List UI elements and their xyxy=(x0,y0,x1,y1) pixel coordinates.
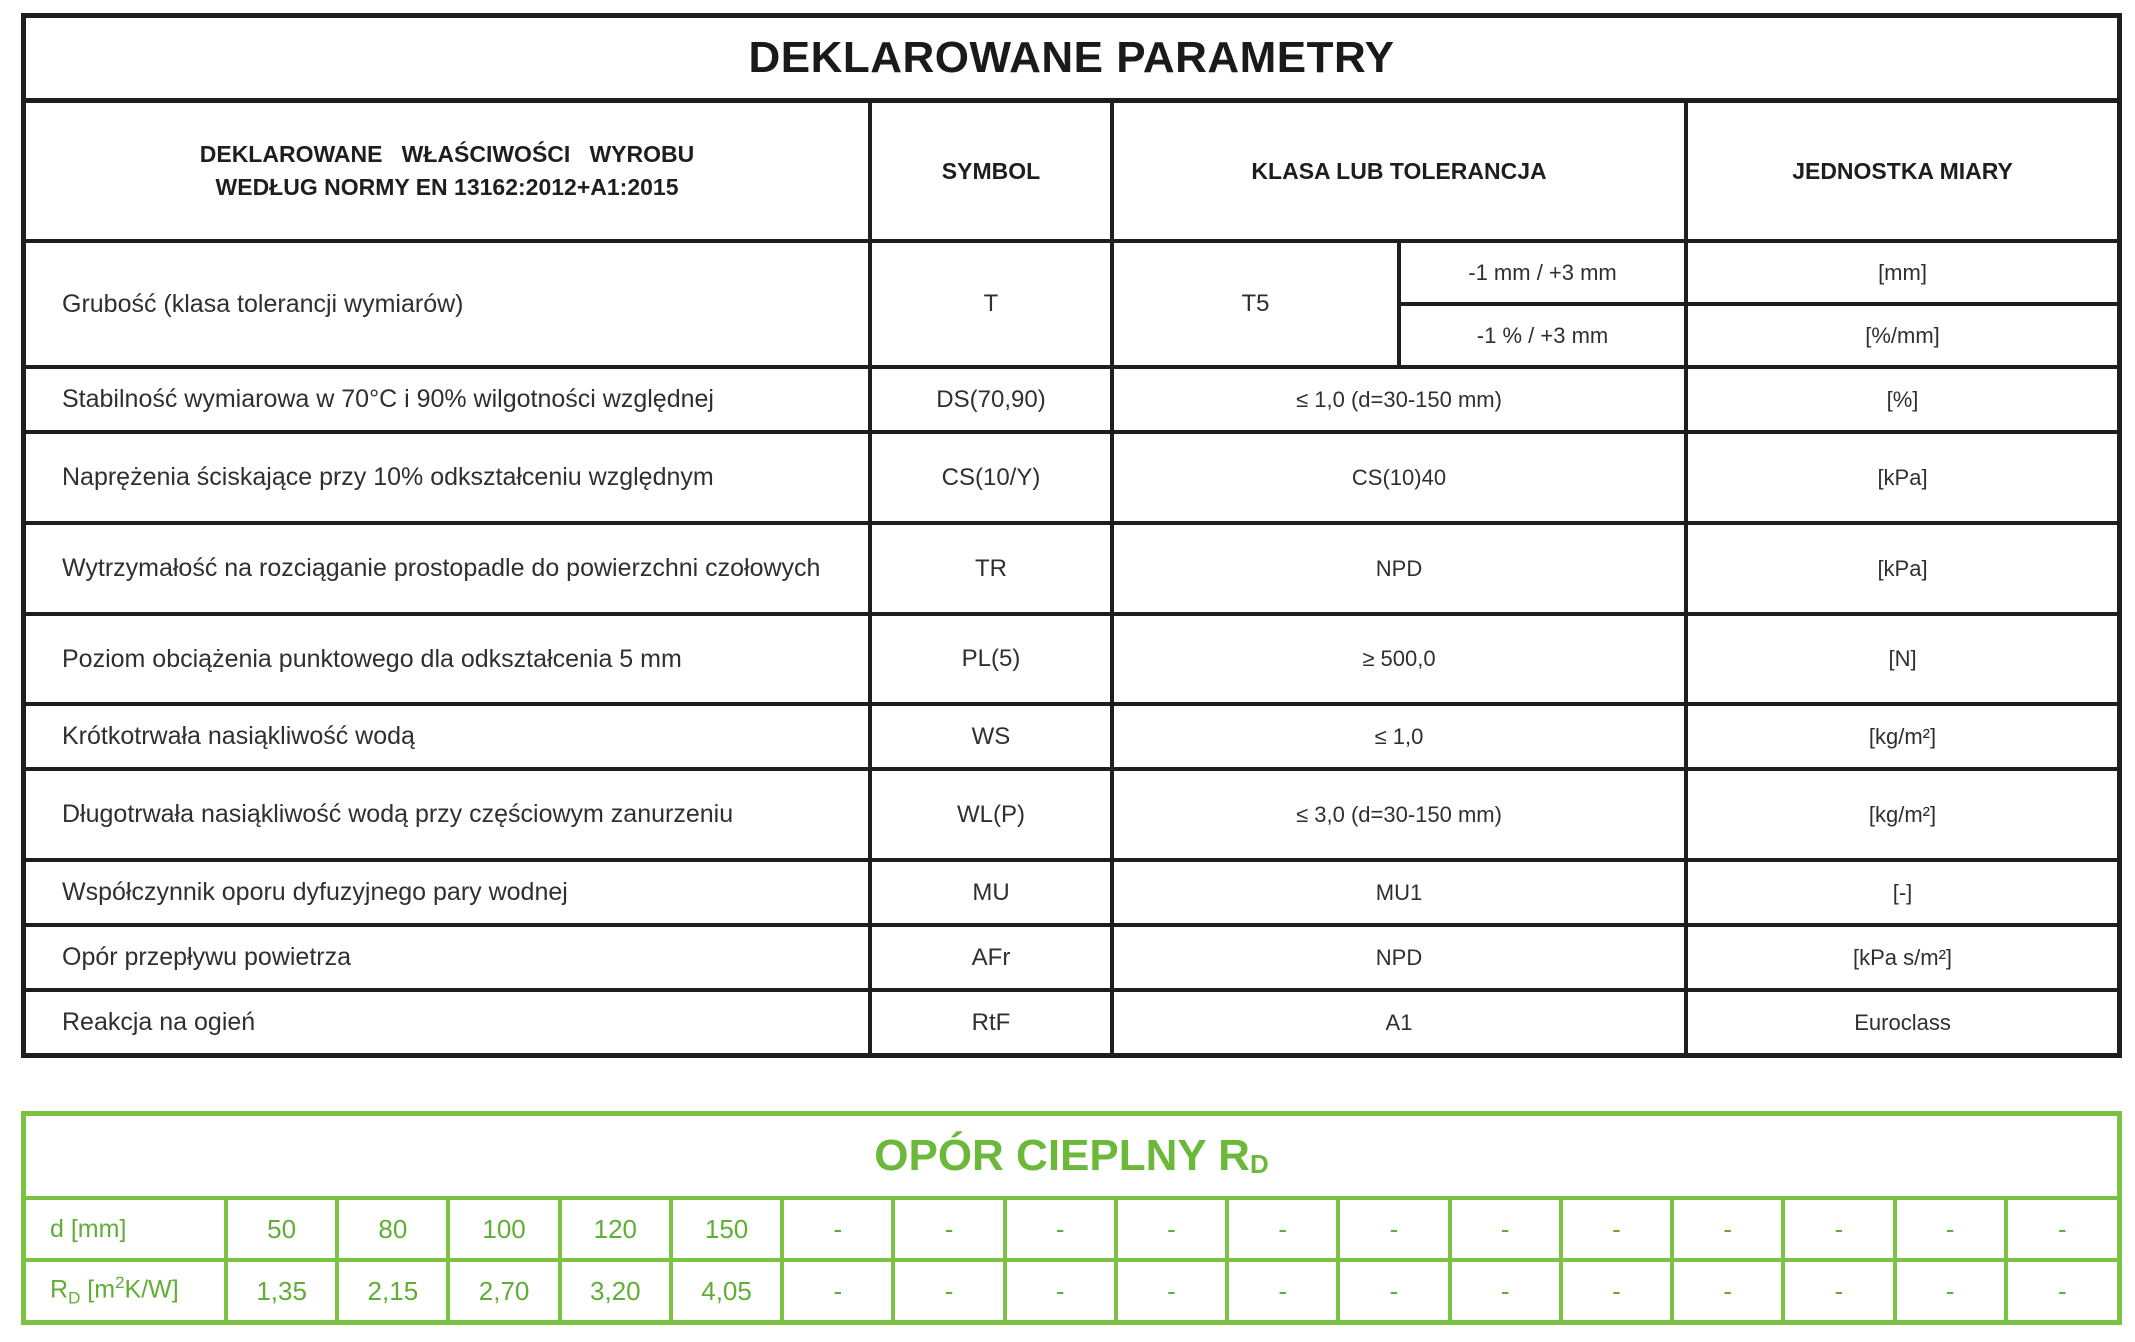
row-property: Poziom obciążenia punktowego dla odkształcenia 5 mm xyxy=(26,614,870,704)
resistance-value: 4,05 xyxy=(671,1260,782,1320)
thickness-value: - xyxy=(1895,1200,2006,1260)
row-unit: [kPa] xyxy=(1686,432,2117,523)
resistance-value: - xyxy=(2058,1275,2067,1306)
row-class: ≥ 500,0 xyxy=(1112,614,1686,704)
thickness-value: - xyxy=(2006,1200,2117,1260)
row-symbol: T xyxy=(870,241,1112,367)
row-symbol: TR xyxy=(870,523,1112,614)
thermal-resistance-table xyxy=(21,1111,2122,1325)
resistance-value: 3,20 xyxy=(560,1260,671,1320)
row-tolerance: -1 % / +3 mm xyxy=(1399,304,1686,367)
thickness-value: - xyxy=(1783,1200,1894,1260)
row-property: Stabilność wymiarowa w 70°C i 90% wilgotności względnej xyxy=(26,367,870,432)
row-class: T5 xyxy=(1112,241,1399,367)
header-property-line2: WEDŁUG NORMY EN 13162:2012+A1:2015 xyxy=(215,174,679,200)
thickness-value: - xyxy=(782,1200,893,1260)
thickness-value: 80 xyxy=(337,1200,448,1260)
thickness-value: 150 xyxy=(671,1200,782,1260)
row-symbol: MU xyxy=(870,860,1112,925)
resistance-value: - xyxy=(893,1260,1004,1320)
table-row xyxy=(26,704,2117,769)
row-unit: [kPa s/m²] xyxy=(1686,925,2117,990)
resistance-value: - xyxy=(1005,1260,1116,1320)
row-class: CS(10)40 xyxy=(1112,432,1686,523)
thermal-title-sub: D xyxy=(1249,1148,1269,1179)
row-class: A1 xyxy=(1112,990,1686,1053)
declared-parameters-grid xyxy=(26,103,2117,1053)
row-symbol: AFr xyxy=(870,925,1112,990)
row-unit: [kg/m²] xyxy=(1686,704,2117,769)
header-unit: JEDNOSTKA MIARY xyxy=(1686,103,2117,241)
thickness-value: 120 xyxy=(560,1200,671,1260)
row-property: Grubość (klasa tolerancji wymiarów) xyxy=(26,241,870,367)
row-unit: [N] xyxy=(1686,614,2117,704)
row-property: Naprężenia ściskające przy 10% odkształceniu względnym xyxy=(26,432,870,523)
row-unit: [-] xyxy=(1686,860,2117,925)
row-symbol: PL(5) xyxy=(870,614,1112,704)
row-unit: [%/mm] xyxy=(1686,304,2117,367)
resistance-value: - xyxy=(1227,1260,1338,1320)
resistance-label-unit-post: K/W] xyxy=(124,1275,179,1304)
header-row xyxy=(26,103,2117,241)
header-property xyxy=(26,103,870,241)
thickness-label: d [mm] xyxy=(26,1200,226,1260)
row-class: ≤ 1,0 xyxy=(1112,704,1686,769)
row-unit: Euroclass xyxy=(1854,1009,1951,1035)
resistance-value: - xyxy=(1561,1260,1672,1320)
thickness-value: - xyxy=(1561,1200,1672,1260)
thickness-value: - xyxy=(1450,1200,1561,1260)
resistance-value: 2,70 xyxy=(448,1260,559,1320)
row-class: NPD xyxy=(1112,925,1686,990)
declared-parameters-table xyxy=(21,13,2122,1058)
row-class: ≤ 3,0 (d=30-150 mm) xyxy=(1112,769,1686,860)
row-class: MU1 xyxy=(1112,860,1686,925)
row-unit: [%] xyxy=(1686,367,2117,432)
resistance-value: - xyxy=(1116,1260,1227,1320)
thickness-value: - xyxy=(1672,1200,1783,1260)
row-property: Reakcja na ogień xyxy=(26,990,870,1053)
resistance-label-r: R xyxy=(50,1275,69,1304)
thickness-value: - xyxy=(1116,1200,1227,1260)
resistance-value: - xyxy=(782,1260,893,1320)
resistance-value: - xyxy=(1672,1260,1783,1320)
row-unit: [mm] xyxy=(1686,241,2117,304)
thickness-value: - xyxy=(1227,1200,1338,1260)
header-class: KLASA LUB TOLERANCJA xyxy=(1112,103,1686,241)
thermal-resistance-grid xyxy=(26,1200,2117,1320)
row-property: Krótkotrwała nasiąkliwość wodą xyxy=(26,704,870,769)
resistance-value: - xyxy=(1783,1260,1894,1320)
row-property: Opór przepływu powietrza xyxy=(26,925,870,990)
table-row xyxy=(26,241,2117,304)
row-symbol: WL(P) xyxy=(870,769,1112,860)
table-row xyxy=(26,990,2117,1053)
resistance-value: - xyxy=(1895,1260,2006,1320)
thickness-value: - xyxy=(893,1200,1004,1260)
row-unit: [kPa] xyxy=(1686,523,2117,614)
row-symbol: WS xyxy=(870,704,1112,769)
resistance-value: - xyxy=(1338,1260,1449,1320)
table-row xyxy=(26,614,2117,704)
table-row xyxy=(26,860,2117,925)
resistance-label xyxy=(26,1260,226,1320)
table-row xyxy=(26,432,2117,523)
header-symbol: SYMBOL xyxy=(870,103,1112,241)
resistance-value: 2,15 xyxy=(337,1260,448,1320)
row-unit: [kg/m²] xyxy=(1686,769,2117,860)
declared-parameters-title: DEKLAROWANE PARAMETRY xyxy=(26,18,2117,103)
row-symbol: CS(10/Y) xyxy=(870,432,1112,523)
table-row xyxy=(26,367,2117,432)
row-symbol: DS(70,90) xyxy=(870,367,1112,432)
row-tolerance: -1 mm / +3 mm xyxy=(1399,241,1686,304)
thickness-value: 50 xyxy=(226,1200,337,1260)
table-row xyxy=(26,769,2117,860)
resistance-value: - xyxy=(1450,1260,1561,1320)
row-property: Wytrzymałość na rozciąganie prostopadle do powierzchni czołowych xyxy=(26,523,870,614)
thickness-row xyxy=(26,1200,2117,1260)
resistance-row xyxy=(26,1260,2117,1320)
row-property: Długotrwała nasiąkliwość wodą przy częściowym zanurzeniu xyxy=(26,769,870,860)
resistance-label-sub: D xyxy=(68,1288,81,1308)
table-row xyxy=(26,523,2117,614)
table-row xyxy=(26,925,2117,990)
row-class: ≤ 1,0 (d=30-150 mm) xyxy=(1112,367,1686,432)
row-symbol: RtF xyxy=(870,990,1112,1053)
resistance-value: 1,35 xyxy=(226,1260,337,1320)
thickness-value: - xyxy=(1005,1200,1116,1260)
row-class: NPD xyxy=(1112,523,1686,614)
row-property: Współczynnik oporu dyfuzyjnego pary wodnej xyxy=(26,860,870,925)
thermal-resistance-title xyxy=(26,1116,2117,1200)
resistance-label-sup: 2 xyxy=(115,1273,125,1293)
thickness-value: 100 xyxy=(448,1200,559,1260)
resistance-label-unit: [m xyxy=(80,1275,116,1304)
thickness-value: - xyxy=(1338,1200,1449,1260)
header-property-line1: DEKLAROWANE WŁAŚCIWOŚCI WYROBU xyxy=(199,141,695,167)
thermal-title-main: OPÓR CIEPLNY R xyxy=(874,1131,1250,1180)
